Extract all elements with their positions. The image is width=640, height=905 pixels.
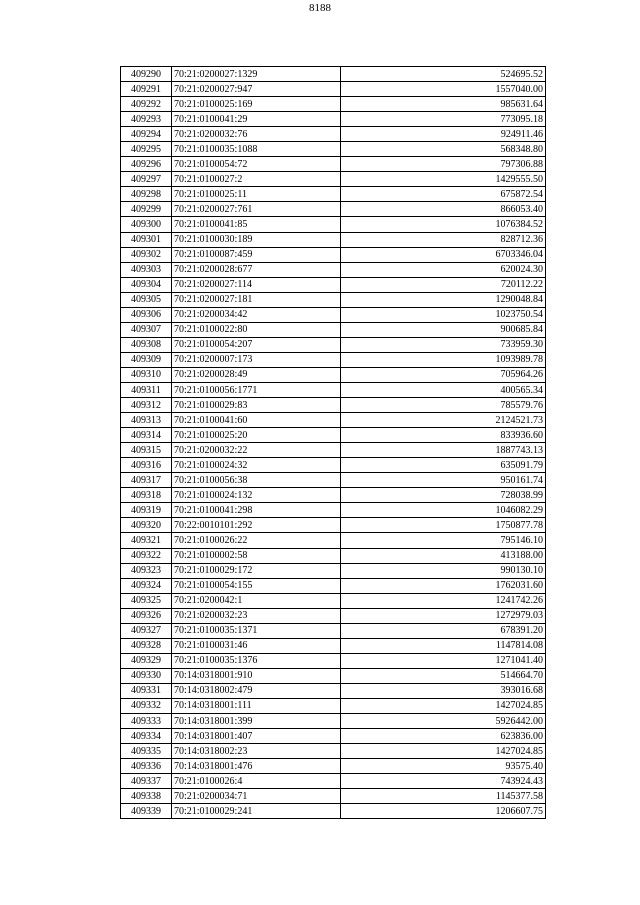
cadastral-number: 70:21:0100026:22 — [172, 533, 341, 548]
row-number: 409338 — [121, 789, 172, 804]
cadastral-number: 70:21:0100025:11 — [172, 187, 341, 202]
cadastral-value: 1272979.03 — [341, 608, 546, 623]
row-number: 409322 — [121, 548, 172, 563]
table-row — [121, 729, 546, 744]
table-row — [121, 623, 546, 638]
cadastral-number: 70:21:0200034:71 — [172, 789, 341, 804]
table-row — [121, 683, 546, 698]
cadastral-number: 70:21:0200032:22 — [172, 443, 341, 458]
cadastral-number: 70:21:0200032:23 — [172, 608, 341, 623]
row-number: 409298 — [121, 187, 172, 202]
cadastral-number: 70:21:0100031:46 — [172, 638, 341, 653]
table-row — [121, 698, 546, 713]
cadastral-value: 568348.80 — [341, 142, 546, 157]
table-row — [121, 232, 546, 247]
cadastral-number: 70:21:0100022:80 — [172, 322, 341, 337]
cadastral-number: 70:21:0100026:4 — [172, 774, 341, 789]
cadastral-number: 70:21:0200027:761 — [172, 202, 341, 217]
cadastral-number: 70:21:0200028:677 — [172, 262, 341, 277]
cadastral-number: 70:14:0318002:479 — [172, 683, 341, 698]
cadastral-value: 393016.68 — [341, 683, 546, 698]
cadastral-number: 70:21:0100025:169 — [172, 97, 341, 112]
table-row — [121, 352, 546, 367]
row-number: 409332 — [121, 698, 172, 713]
cadastral-value: 6703346.04 — [341, 247, 546, 262]
table-row — [121, 804, 546, 819]
cadastral-value: 990130.10 — [341, 563, 546, 578]
cadastral-number: 70:14:0318001:910 — [172, 668, 341, 683]
cadastral-value: 743924.43 — [341, 774, 546, 789]
row-number: 409320 — [121, 518, 172, 533]
row-number: 409309 — [121, 352, 172, 367]
row-number: 409312 — [121, 398, 172, 413]
cadastral-value: 1557040.00 — [341, 82, 546, 97]
table-row — [121, 593, 546, 608]
cadastral-number: 70:21:0200007:173 — [172, 352, 341, 367]
cadastral-number: 70:21:0100029:83 — [172, 398, 341, 413]
cadastral-value: 1093989.78 — [341, 352, 546, 367]
table-row — [121, 503, 546, 518]
table-row — [121, 473, 546, 488]
row-number: 409290 — [121, 67, 172, 82]
row-number: 409300 — [121, 217, 172, 232]
cadastral-number: 70:21:0100056:38 — [172, 473, 341, 488]
cadastral-number: 70:21:0100002:58 — [172, 548, 341, 563]
cadastral-number: 70:21:0100030:189 — [172, 232, 341, 247]
cadastral-value: 93575.40 — [341, 759, 546, 774]
cadastral-number: 70:21:0100041:298 — [172, 503, 341, 518]
cadastral-number: 70:21:0100025:20 — [172, 428, 341, 443]
row-number: 409308 — [121, 337, 172, 352]
cadastral-value: 1750877.78 — [341, 518, 546, 533]
row-number: 409310 — [121, 367, 172, 382]
table-row — [121, 82, 546, 97]
cadastral-value: 950161.74 — [341, 473, 546, 488]
cadastral-value: 1427024.85 — [341, 698, 546, 713]
cadastral-value: 1076384.52 — [341, 217, 546, 232]
row-number: 409331 — [121, 683, 172, 698]
cadastral-number: 70:21:0200027:947 — [172, 82, 341, 97]
cadastral-number: 70:14:0318001:476 — [172, 759, 341, 774]
row-number: 409334 — [121, 729, 172, 744]
table-row — [121, 157, 546, 172]
row-number: 409306 — [121, 307, 172, 322]
row-number: 409305 — [121, 292, 172, 307]
table-row — [121, 292, 546, 307]
cadastral-number: 70:21:0100024:32 — [172, 458, 341, 473]
table-row — [121, 578, 546, 593]
cadastral-number: 70:21:0100041:29 — [172, 112, 341, 127]
cadastral-number: 70:21:0100087:459 — [172, 247, 341, 262]
row-number: 409337 — [121, 774, 172, 789]
cadastral-value: 833936.60 — [341, 428, 546, 443]
table-row — [121, 563, 546, 578]
cadastral-value: 1427024.85 — [341, 744, 546, 759]
row-number: 409323 — [121, 563, 172, 578]
cadastral-number: 70:14:0318002:23 — [172, 744, 341, 759]
cadastral-number: 70:14:0318001:111 — [172, 698, 341, 713]
cadastral-value: 2124521.73 — [341, 413, 546, 428]
table-row — [121, 337, 546, 352]
table-row — [121, 443, 546, 458]
row-number: 409339 — [121, 804, 172, 819]
table-row — [121, 548, 546, 563]
cadastral-value: 5926442.00 — [341, 714, 546, 729]
cadastral-number: 70:21:0100056:1771 — [172, 382, 341, 397]
table-row — [121, 202, 546, 217]
table-row — [121, 307, 546, 322]
cadastral-number: 70:21:0100035:1376 — [172, 653, 341, 668]
cadastral-value: 1046082.29 — [341, 503, 546, 518]
table-row — [121, 262, 546, 277]
cadastral-value: 795146.10 — [341, 533, 546, 548]
cadastral-value: 1271041.40 — [341, 653, 546, 668]
row-number: 409335 — [121, 744, 172, 759]
cadastral-value: 524695.52 — [341, 67, 546, 82]
cadastral-value: 1023750.54 — [341, 307, 546, 322]
cadastral-number: 70:21:0100054:207 — [172, 337, 341, 352]
row-number: 409315 — [121, 443, 172, 458]
row-number: 409318 — [121, 488, 172, 503]
cadastral-value: 678391.20 — [341, 623, 546, 638]
page-number: 8188 — [309, 2, 331, 14]
row-number: 409296 — [121, 157, 172, 172]
cadastral-value: 828712.36 — [341, 232, 546, 247]
table-row — [121, 488, 546, 503]
row-number: 409292 — [121, 97, 172, 112]
table-row — [121, 382, 546, 397]
cadastral-value: 1145377.58 — [341, 789, 546, 804]
cadastral-number: 70:14:0318001:399 — [172, 714, 341, 729]
table-row — [121, 714, 546, 729]
row-number: 409294 — [121, 127, 172, 142]
table-row — [121, 112, 546, 127]
row-number: 409329 — [121, 653, 172, 668]
cadastral-value: 400565.34 — [341, 382, 546, 397]
cadastral-value: 1241742.26 — [341, 593, 546, 608]
cadastral-value: 1147814.08 — [341, 638, 546, 653]
table-row — [121, 142, 546, 157]
table-row — [121, 744, 546, 759]
table-row — [121, 67, 546, 82]
table-row — [121, 187, 546, 202]
row-number: 409293 — [121, 112, 172, 127]
row-number: 409313 — [121, 413, 172, 428]
row-number: 409301 — [121, 232, 172, 247]
registry-table — [120, 66, 546, 819]
row-number: 409303 — [121, 262, 172, 277]
cadastral-number: 70:21:0100054:72 — [172, 157, 341, 172]
table-row — [121, 398, 546, 413]
table-row — [121, 97, 546, 112]
row-number: 409316 — [121, 458, 172, 473]
cadastral-number: 70:21:0100041:60 — [172, 413, 341, 428]
table-row — [121, 638, 546, 653]
row-number: 409327 — [121, 623, 172, 638]
row-number: 409307 — [121, 322, 172, 337]
table-row — [121, 217, 546, 232]
row-number: 409299 — [121, 202, 172, 217]
cadastral-value: 1887743.13 — [341, 443, 546, 458]
table-row — [121, 247, 546, 262]
cadastral-number: 70:21:0100029:241 — [172, 804, 341, 819]
cadastral-value: 675872.54 — [341, 187, 546, 202]
row-number: 409336 — [121, 759, 172, 774]
row-number: 409295 — [121, 142, 172, 157]
row-number: 409333 — [121, 714, 172, 729]
cadastral-value: 620024.30 — [341, 262, 546, 277]
cadastral-number: 70:21:0100035:1371 — [172, 623, 341, 638]
cadastral-value: 514664.70 — [341, 668, 546, 683]
cadastral-number: 70:21:0200042:1 — [172, 593, 341, 608]
cadastral-value: 985631.64 — [341, 97, 546, 112]
table-row — [121, 172, 546, 187]
cadastral-number: 70:21:0100029:172 — [172, 563, 341, 578]
table-row — [121, 367, 546, 382]
table-row — [121, 789, 546, 804]
cadastral-number: 70:21:0200027:114 — [172, 277, 341, 292]
registry-table-body — [121, 67, 546, 819]
cadastral-value: 720112.22 — [341, 277, 546, 292]
cadastral-value: 924911.46 — [341, 127, 546, 142]
cadastral-number: 70:21:0200027:181 — [172, 292, 341, 307]
table-row — [121, 413, 546, 428]
cadastral-value: 728038.99 — [341, 488, 546, 503]
row-number: 409317 — [121, 473, 172, 488]
row-number: 409324 — [121, 578, 172, 593]
row-number: 409297 — [121, 172, 172, 187]
row-number: 409291 — [121, 82, 172, 97]
cadastral-value: 785579.76 — [341, 398, 546, 413]
cadastral-number: 70:14:0318001:407 — [172, 729, 341, 744]
table-row — [121, 458, 546, 473]
table-row — [121, 668, 546, 683]
row-number: 409302 — [121, 247, 172, 262]
row-number: 409326 — [121, 608, 172, 623]
row-number: 409321 — [121, 533, 172, 548]
cadastral-value: 413188.00 — [341, 548, 546, 563]
cadastral-number: 70:21:0200034:42 — [172, 307, 341, 322]
table-row — [121, 322, 546, 337]
cadastral-number: 70:21:0200027:1329 — [172, 67, 341, 82]
cadastral-value: 1762031.60 — [341, 578, 546, 593]
cadastral-number: 70:21:0200028:49 — [172, 367, 341, 382]
table-row — [121, 127, 546, 142]
cadastral-value: 733959.30 — [341, 337, 546, 352]
cadastral-value: 623836.00 — [341, 729, 546, 744]
cadastral-value: 1429555.50 — [341, 172, 546, 187]
row-number: 409325 — [121, 593, 172, 608]
cadastral-value: 635091.79 — [341, 458, 546, 473]
row-number: 409330 — [121, 668, 172, 683]
cadastral-number: 70:21:0100035:1088 — [172, 142, 341, 157]
cadastral-value: 797306.88 — [341, 157, 546, 172]
row-number: 409319 — [121, 503, 172, 518]
table-row — [121, 428, 546, 443]
table-row — [121, 277, 546, 292]
cadastral-value: 1290048.84 — [341, 292, 546, 307]
row-number: 409314 — [121, 428, 172, 443]
row-number: 409304 — [121, 277, 172, 292]
table-row — [121, 608, 546, 623]
table-row — [121, 774, 546, 789]
cadastral-value: 705964.26 — [341, 367, 546, 382]
table-row — [121, 533, 546, 548]
row-number: 409328 — [121, 638, 172, 653]
cadastral-number: 70:21:0100027:2 — [172, 172, 341, 187]
cadastral-value: 866053.40 — [341, 202, 546, 217]
table-row — [121, 518, 546, 533]
cadastral-number: 70:21:0100054:155 — [172, 578, 341, 593]
cadastral-value: 1206607.75 — [341, 804, 546, 819]
cadastral-number: 70:21:0100041:85 — [172, 217, 341, 232]
table-row — [121, 653, 546, 668]
cadastral-value: 900685.84 — [341, 322, 546, 337]
cadastral-number: 70:22:0010101:292 — [172, 518, 341, 533]
table-row — [121, 759, 546, 774]
cadastral-number: 70:21:0100024:132 — [172, 488, 341, 503]
row-number: 409311 — [121, 382, 172, 397]
cadastral-number: 70:21:0200032:76 — [172, 127, 341, 142]
cadastral-value: 773095.18 — [341, 112, 546, 127]
